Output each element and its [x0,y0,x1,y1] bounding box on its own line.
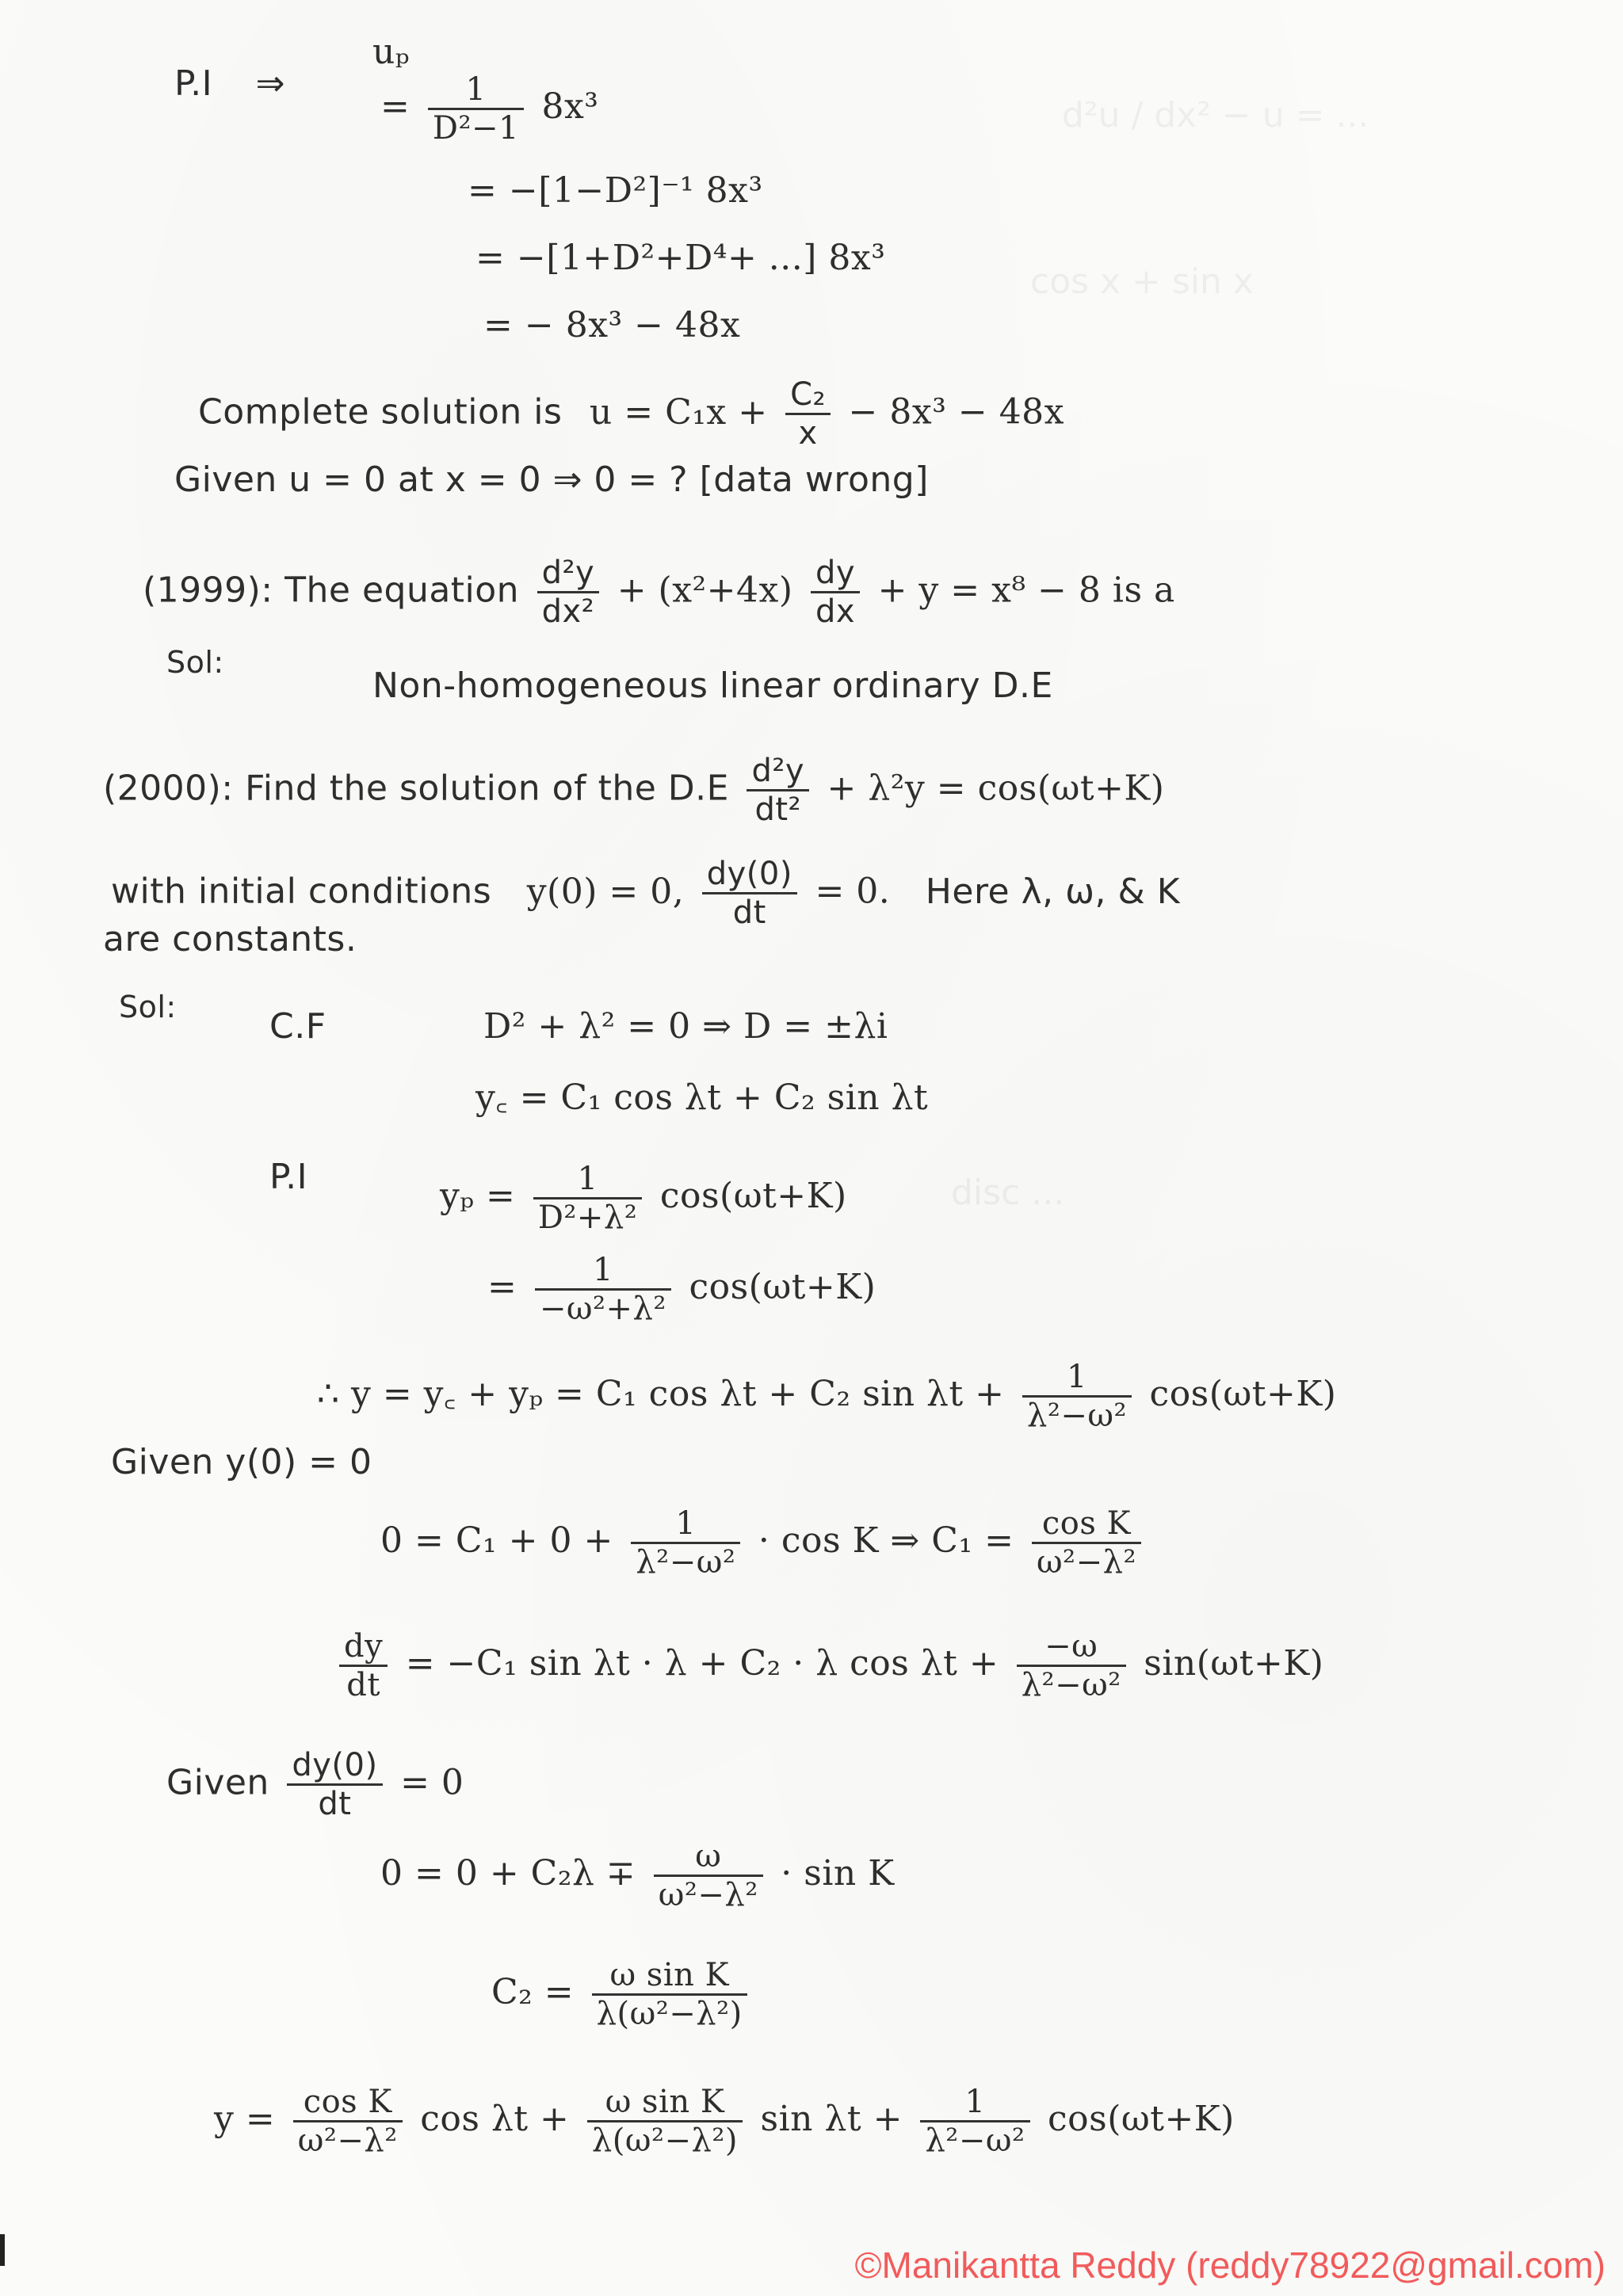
complete-solution [198,376,1064,452]
answer-1999 [372,666,1053,707]
equation-text: 0 = 0 + C₂λ ∓ [380,1853,636,1894]
fraction [592,1957,747,2032]
pi-label-2 [269,1157,307,1198]
given-text: Given [166,1762,269,1803]
fraction [537,555,600,630]
equation-text: yₚ = [440,1176,516,1216]
pi-equation-1 [380,71,598,147]
fraction-denominator: λ(ω²−λ²) [591,2122,739,2159]
fraction [1017,1628,1126,1703]
fraction-denominator: dt [732,894,766,931]
fraction-numerator: ω sin K [587,2084,743,2122]
equation-text: ∴ y = y꜀ + yₚ = C₁ cos λt + C₂ sin λt + [317,1374,1005,1414]
equation-text: + (x²+4x) [617,570,793,611]
fraction-denominator: dt [346,1667,380,1703]
fraction-denominator: −ω²+λ² [539,1291,666,1327]
fraction-numerator: dy [811,555,860,593]
fraction-numerator: 1 [920,2084,1029,2122]
yp-equation-2 [487,1252,876,1327]
up-text: uₚ [372,32,410,72]
equation-text: 0 = C₁ + 0 + [380,1520,613,1561]
equation-text: = −C₁ sin λt · λ + C₂ · λ cos λt + [405,1643,999,1684]
equation-text: + λ²y = cos(ωt+K) [827,768,1165,809]
ic-text: Here λ, ω, & K [925,871,1181,912]
fraction-numerator: 1 [631,1505,740,1544]
fraction-numerator: dy(0) [287,1747,382,1786]
fraction [535,1252,671,1327]
complete-solution-text: Complete solution is [198,391,563,433]
fraction-denominator: x [798,415,818,452]
fraction-numerator: d²y [537,555,600,593]
equation-text: · cos K ⇒ C₁ = [758,1520,1014,1561]
equation-text: = 0. [815,871,891,912]
fraction [785,376,831,452]
sol-text: Sol: [119,990,177,1024]
fraction-numerator: 1 [428,71,524,110]
fraction [747,753,809,828]
equation-text: · sin K [781,1853,895,1894]
fraction-denominator: D²+λ² [537,1199,638,1236]
fraction-numerator: 1 [535,1252,671,1291]
equation-text: = −[1+D²+D⁴+ ...] 8x³ [475,238,886,278]
equation-text: C₂ = [491,1972,575,2012]
fraction-denominator: dt² [754,791,802,828]
ic-text: with initial conditions [111,871,492,912]
fraction-denominator: λ(ω²−λ²) [596,1996,743,2032]
fraction-numerator: dy [339,1628,388,1667]
sol-label [119,986,177,1028]
question-2000 [103,753,1164,828]
fraction-denominator: dx² [541,593,595,630]
text: are constants. [103,919,357,959]
equation-text: cos(ωt+K) [659,1176,847,1216]
fraction [293,2084,403,2159]
are-constants [103,919,357,960]
equation-text: + y = x⁸ − 8 is a [877,570,1175,611]
given-dy0 [166,1747,464,1822]
fraction-denominator: ω²−λ² [297,2122,398,2159]
c2-equation-1 [380,1838,895,1913]
fraction-denominator: dt [318,1786,352,1822]
given-text: Given y(0) = 0 [111,1442,372,1482]
cf-text: C.F [269,1006,327,1047]
equation-text: sin λt + [760,2099,903,2139]
equation-text: cos(ωt+K) [1149,1374,1337,1414]
fraction [811,555,860,630]
fraction [654,1838,763,1913]
equation-text: = −[1−D²]⁻¹ 8x³ [468,170,763,211]
implies-symbol: ⇒ [255,63,286,104]
fraction-denominator: λ²−ω² [636,1544,736,1581]
equation-text: cos(ωt+K) [1048,2099,1235,2139]
equation-text: y꜀ = C₁ cos λt + C₂ sin λt [475,1077,929,1118]
fraction-numerator: ω [654,1838,763,1877]
fraction-numerator: 1 [533,1161,643,1199]
fraction [920,2084,1029,2159]
equation-text: D² + λ² = 0 ⇒ D = ±λi [483,1006,888,1047]
equation-text: cos(ωt+K) [689,1267,876,1307]
equation-text: = 0 [400,1762,464,1803]
term: 8x³ [541,86,599,127]
fraction-numerator: dy(0) [702,856,797,894]
given-condition [174,460,929,501]
c1-equation [380,1505,1148,1581]
equation-text: = [487,1267,517,1307]
fraction [702,856,797,931]
fraction-denominator: ω²−λ² [658,1877,758,1913]
pi-equation-4 [483,305,740,346]
equation-text: y(0) = 0, [526,871,685,912]
fraction-denominator: λ²−ω² [1021,1667,1121,1703]
yc-equation [475,1077,928,1119]
equation-text: cos λt + [420,2099,570,2139]
sol-text: Sol: [166,645,224,680]
fraction [631,1505,740,1581]
pi-label [174,63,285,105]
fraction [1022,1359,1132,1434]
fraction-numerator: ω sin K [592,1957,747,1996]
fraction-denominator: dx [815,593,856,630]
pi-text: P.I [269,1157,308,1197]
question-year: (1999): The equation [143,570,520,611]
answer-text: Non-homogeneous linear ordinary D.E [372,666,1053,706]
copyright-footer [855,2244,1606,2286]
cf-label [269,1006,327,1047]
given-y0 [111,1442,372,1483]
fraction [1032,1505,1141,1581]
given-text: Given u = 0 at x = 0 ⇒ 0 = ? [data wrong] [174,460,929,500]
pi-equation-2 [468,170,763,212]
bleed-through-text: d²u / dx² − u = ... [1062,95,1369,135]
up-symbol [372,32,410,73]
equation-text: y = [214,2099,276,2139]
fraction-numerator: −ω [1017,1628,1126,1667]
fraction [533,1161,643,1236]
yp-equation-1 [440,1161,847,1236]
general-solution [317,1359,1336,1434]
final-solution [214,2084,1235,2159]
bleed-through-text: cos x + sin x [1030,261,1254,302]
fraction-denominator: λ²−ω² [1026,1398,1128,1434]
fraction-numerator: 1 [1022,1359,1132,1398]
question-year: (2000): Find the solution of the D.E [103,768,729,809]
copyright-text: ©Manikantta Reddy (reddy78922@gmail.com) [854,2245,1606,2286]
bleed-through-text: disc ... [951,1173,1065,1213]
sol-label [166,642,224,683]
fraction [287,1747,382,1822]
fraction [339,1628,388,1703]
equation-text: − 8x³ − 48x [848,391,1064,433]
dydt-equation [333,1628,1323,1703]
fraction-numerator: cos K [293,2084,403,2122]
equation-text: = − 8x³ − 48x [483,305,741,345]
fraction-denominator: D²−1 [432,110,519,147]
pi-equation-3 [475,238,885,279]
scan-edge-mark [0,2234,5,2266]
equals: = [380,86,411,127]
equation-text: sin(ωt+K) [1144,1643,1324,1684]
fraction [587,2084,743,2159]
c2-equation-2 [491,1957,754,2032]
fraction-numerator: C₂ [785,376,831,415]
question-1999 [143,555,1175,630]
fraction-numerator: cos K [1032,1505,1141,1544]
fraction-numerator: d²y [747,753,809,791]
fraction-denominator: λ²−ω² [925,2122,1025,2159]
fraction-denominator: ω²−λ² [1036,1544,1136,1581]
fraction [428,71,524,147]
cf-equation [483,1006,888,1047]
equation-text: u = C₁x + [589,391,768,433]
pi-label-text: P.I [174,63,213,104]
